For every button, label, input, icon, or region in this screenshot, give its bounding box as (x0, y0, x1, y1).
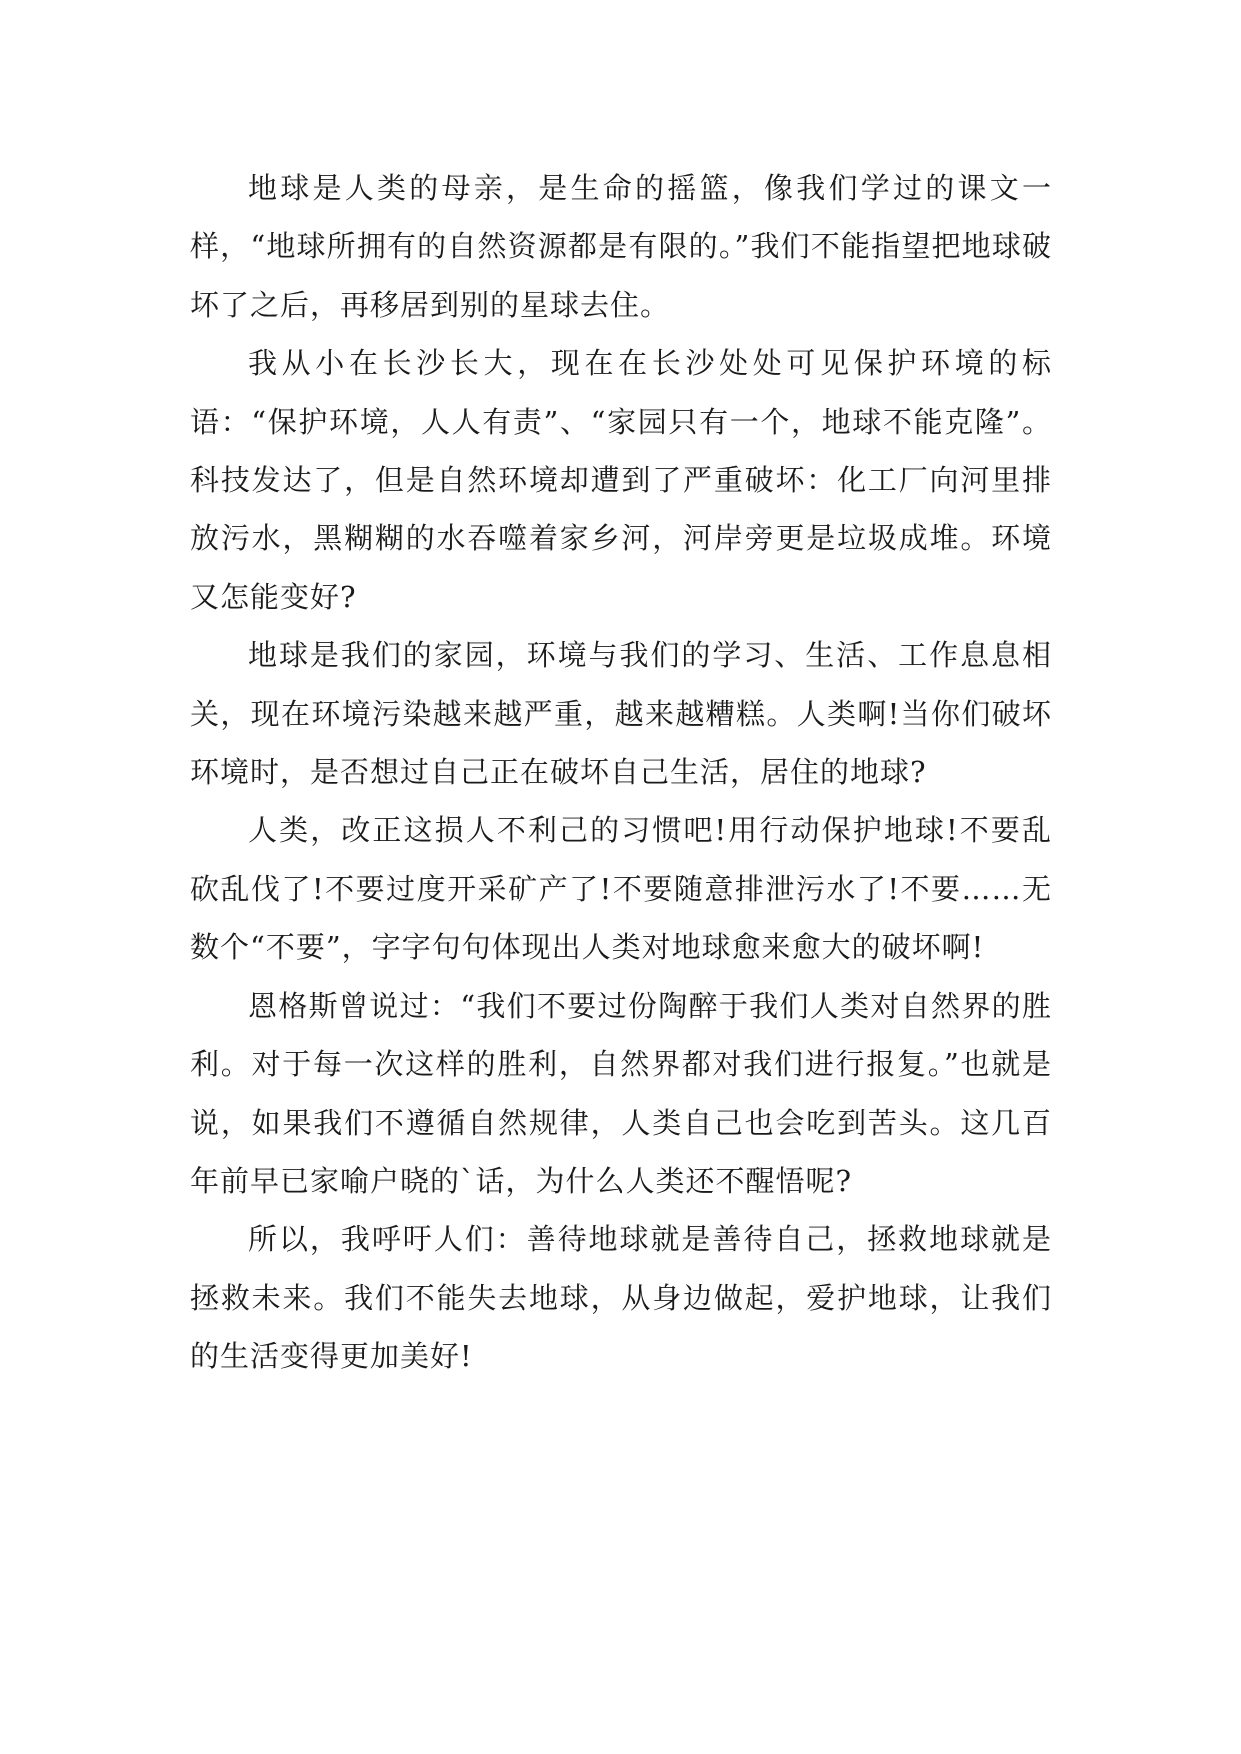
document-body (190, 159, 1052, 1386)
paragraph-6: 所以，我呼吁人们：善待地球就是善待自己，拯救地球就是拯救未来。我们不能失去地球，从身边做起，爱护地球，让我们的生活变得更加美好! (190, 1222, 1052, 1374)
paragraph-3: 地球是我们的家园，环境与我们的学习、生活、工作息息相关，现在环境污染越来越严重，越来越糟糕。人类啊!当你们破坏环境时，是否想过自己正在破坏自己生活，居住的地球? (190, 638, 1052, 790)
paragraph-1: 地球是人类的母亲，是生命的摇篮，像我们学过的课文一样，“地球所拥有的自然资源都是有限的。”我们不能指望把地球破坏了之后，再移居到别的星球去住。 (190, 171, 1052, 322)
paragraph-4: 人类，改正这损人不利己的习惯吧!用行动保护地球!不要乱砍乱伐了!不要过度开采矿产了!不要随意排泄污水了!不要……无数个“不要”，字字句句体现出人类对地球愈来愈大的破坏啊! (190, 813, 1052, 965)
paragraph-2: 我从小在长沙长大，现在在长沙处处可见保护环境的标语：“保护环境，人人有责”、“家园只有一个，地球不能克隆”。科技发达了，但是自然环境却遭到了严重破坏：化工厂向河里排放污水，黑糊糊的水吞噬着家乡河，河岸旁更是垃圾成堆。环境又怎能变好? (190, 346, 1052, 614)
paragraph-5: 恩格斯曾说过：“我们不要过份陶醉于我们人类对自然界的胜利。对于每一次这样的胜利，自然界都对我们进行报复。”也就是说，如果我们不遵循自然规律，人类自己也会吃到苦头。这几百年前早已家喻户晓的`话，为什么人类还不醒悟呢? (190, 988, 1052, 1198)
